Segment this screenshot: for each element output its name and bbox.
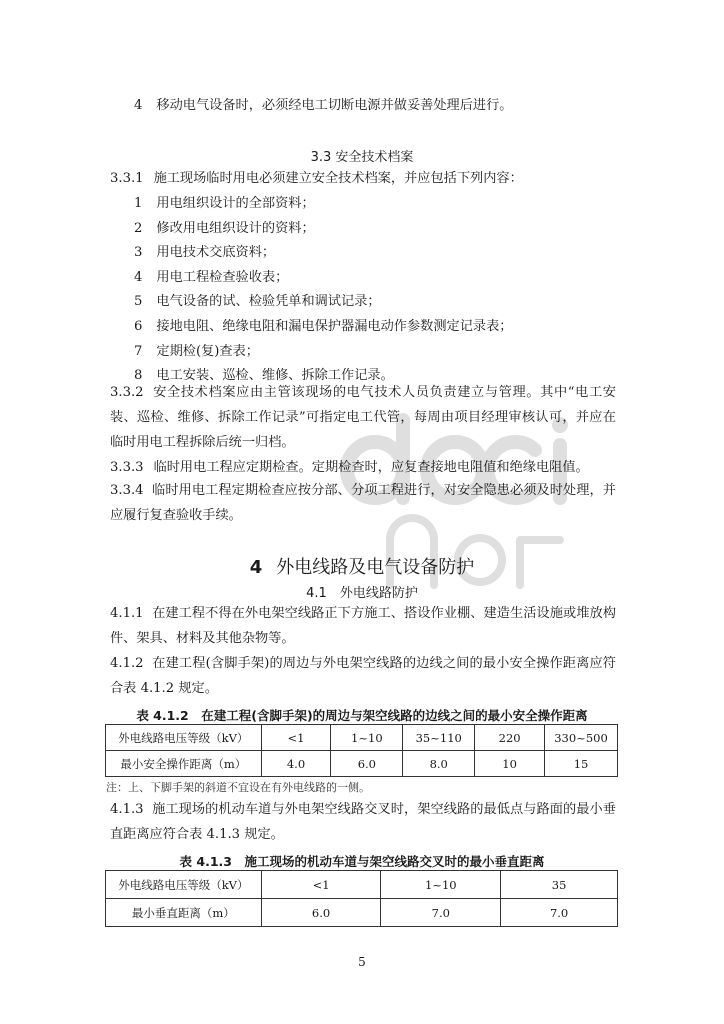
table-cell: <1 (261, 871, 381, 899)
list-item-number: 6 (134, 319, 143, 334)
table-cell: 35~110 (403, 725, 475, 751)
clause-text: 临时用电工程应定期检查。定期检查时，应复查接地电阻值和绝缘电阻值。 (153, 460, 589, 475)
list-item-number: 4 (134, 98, 143, 113)
table-cell: 330~500 (545, 725, 618, 751)
list-item-text: 用电技术交底资料； (156, 245, 276, 261)
page-number: 5 (358, 955, 366, 969)
list-item-text: 定期检(复)查表； (156, 343, 259, 359)
clause-3-3-4 (110, 478, 616, 528)
chapter-heading (0, 553, 724, 579)
table-row (106, 899, 618, 927)
table-row (106, 725, 618, 751)
clause-number: 4.1.2 (110, 656, 144, 671)
list-item-text: 移动电气设备时，必须经电工切断电源并做妥善处理后进行。 (156, 98, 513, 113)
table-4-1-3 (105, 870, 618, 927)
table-cell: 6.0 (331, 751, 403, 777)
clause-4-1-3 (110, 797, 616, 847)
table-cell: 1~10 (381, 871, 501, 899)
clause-text: 施工现场的机动车道与外电架空线路交叉时，架空线路的最低点与路面的最小垂直距离应符合表 4.1.3 规定。 (110, 802, 616, 842)
list-item (134, 244, 275, 262)
table-cell: 6.0 (261, 899, 381, 927)
chapter-number: 4 (249, 557, 263, 578)
list-item (134, 269, 288, 287)
list-item (134, 293, 381, 311)
clause-text: 在建工程(含脚手架)的周边与外电架空线路的边线之间的最小安全操作距离应符合表 4.1.2 规定。 (110, 656, 616, 696)
clause-number: 3.3.2 (110, 385, 144, 400)
clause-number: 3.3.4 (110, 483, 144, 498)
list-item-text: 修改用电组织设计的资料； (156, 220, 315, 236)
list-item-number: 4 (134, 269, 143, 285)
list-item-number: 3 (134, 245, 143, 261)
list-item-number: 5 (134, 294, 143, 310)
clause-number: 3.3.3 (110, 460, 144, 475)
table-row (106, 751, 618, 777)
clause-4-1-1 (110, 601, 616, 651)
table-cell: 最小垂直距离（m） (106, 899, 262, 927)
clause-text: 在建工程不得在外电架空线路正下方施工、搭设作业棚、建造生活设施或堆放构件、架具、材料及其他杂物等。 (110, 606, 616, 646)
clause-3-3-3 (110, 459, 589, 477)
list-item-number: 2 (134, 220, 143, 236)
clause-text: 临时用电工程定期检查应按分部、分项工程进行，对安全隐患必须及时处理，并应履行复查验收手续。 (110, 483, 616, 523)
section-heading: 4.1 外电线路防护 (306, 586, 418, 601)
table-cell: 1~10 (331, 725, 403, 751)
table-caption: 表 4.1.2 在建工程(含脚手架)的周边与架空线路的边线之间的最小安全操作距离 (136, 708, 588, 723)
table-cell: 35 (501, 871, 618, 899)
table-cell: 最小安全操作距离（m） (106, 751, 262, 777)
list-item-number: 8 (134, 368, 143, 384)
table-4-1-2 (105, 724, 618, 777)
list-item-text: 用电组织设计的全部资料； (156, 196, 315, 211)
table-cell: 8.0 (403, 751, 475, 777)
table-cell: 外电线路电压等级（kV） (106, 725, 262, 751)
clause-text: 安全技术档案应由主管该现场的电气技术人员负责建立与管理。其中“电工安装、巡检、维修、拆除工作记录”可指定电工代管，每周由项目经理审核认可，并应在临时用电工程拆除后统一归档。 (110, 385, 616, 450)
table-cell: 外电线路电压等级（kV） (106, 871, 262, 899)
table-cell: 10 (475, 751, 545, 777)
table-cell: 7.0 (501, 899, 618, 927)
table-cell: 7.0 (381, 899, 501, 927)
list-item-text: 用电工程检查验收表； (156, 269, 289, 285)
table-cell: 15 (545, 751, 618, 777)
clause-3-3-2 (110, 380, 616, 455)
chapter-title: 外电线路及电气设备防护 (276, 557, 475, 578)
clause-3-3-1 (110, 170, 523, 188)
table-note: 注：上、下脚手架的斜道不宜设在有外电线路的一侧。 (106, 781, 370, 794)
table-row (106, 871, 618, 899)
list-item-text: 电工安装、巡检、维修、拆除工作记录。 (156, 368, 394, 384)
table-caption: 表 4.1.3 施工现场的机动车道与架空线路交叉时的最小垂直距离 (179, 854, 545, 869)
clause-4-1-2 (110, 651, 616, 701)
table-cell: 220 (475, 725, 545, 751)
table-cell: <1 (261, 725, 331, 751)
list-item (134, 343, 259, 361)
list-item (134, 318, 512, 336)
table-cell: 4.0 (261, 751, 331, 777)
clause-number: 4.1.1 (110, 606, 144, 621)
list-item (134, 97, 512, 115)
list-item-text: 接地电阻、绝缘电阻和漏电保护器漏电动作参数测定记录表； (156, 319, 513, 334)
clause-text: 施工现场临时用电必须建立安全技术档案，并应包括下列内容： (153, 171, 523, 186)
list-item (134, 220, 315, 238)
list-item (134, 195, 315, 213)
list-item-number: 7 (134, 343, 143, 359)
list-item-text: 电气设备的试、检验凭单和调试记录； (156, 294, 381, 310)
section-heading: 3.3 安全技术档案 (310, 150, 414, 165)
clause-number: 3.3.1 (110, 171, 144, 186)
list-item-number: 1 (134, 196, 143, 211)
clause-number: 4.1.3 (110, 802, 144, 817)
